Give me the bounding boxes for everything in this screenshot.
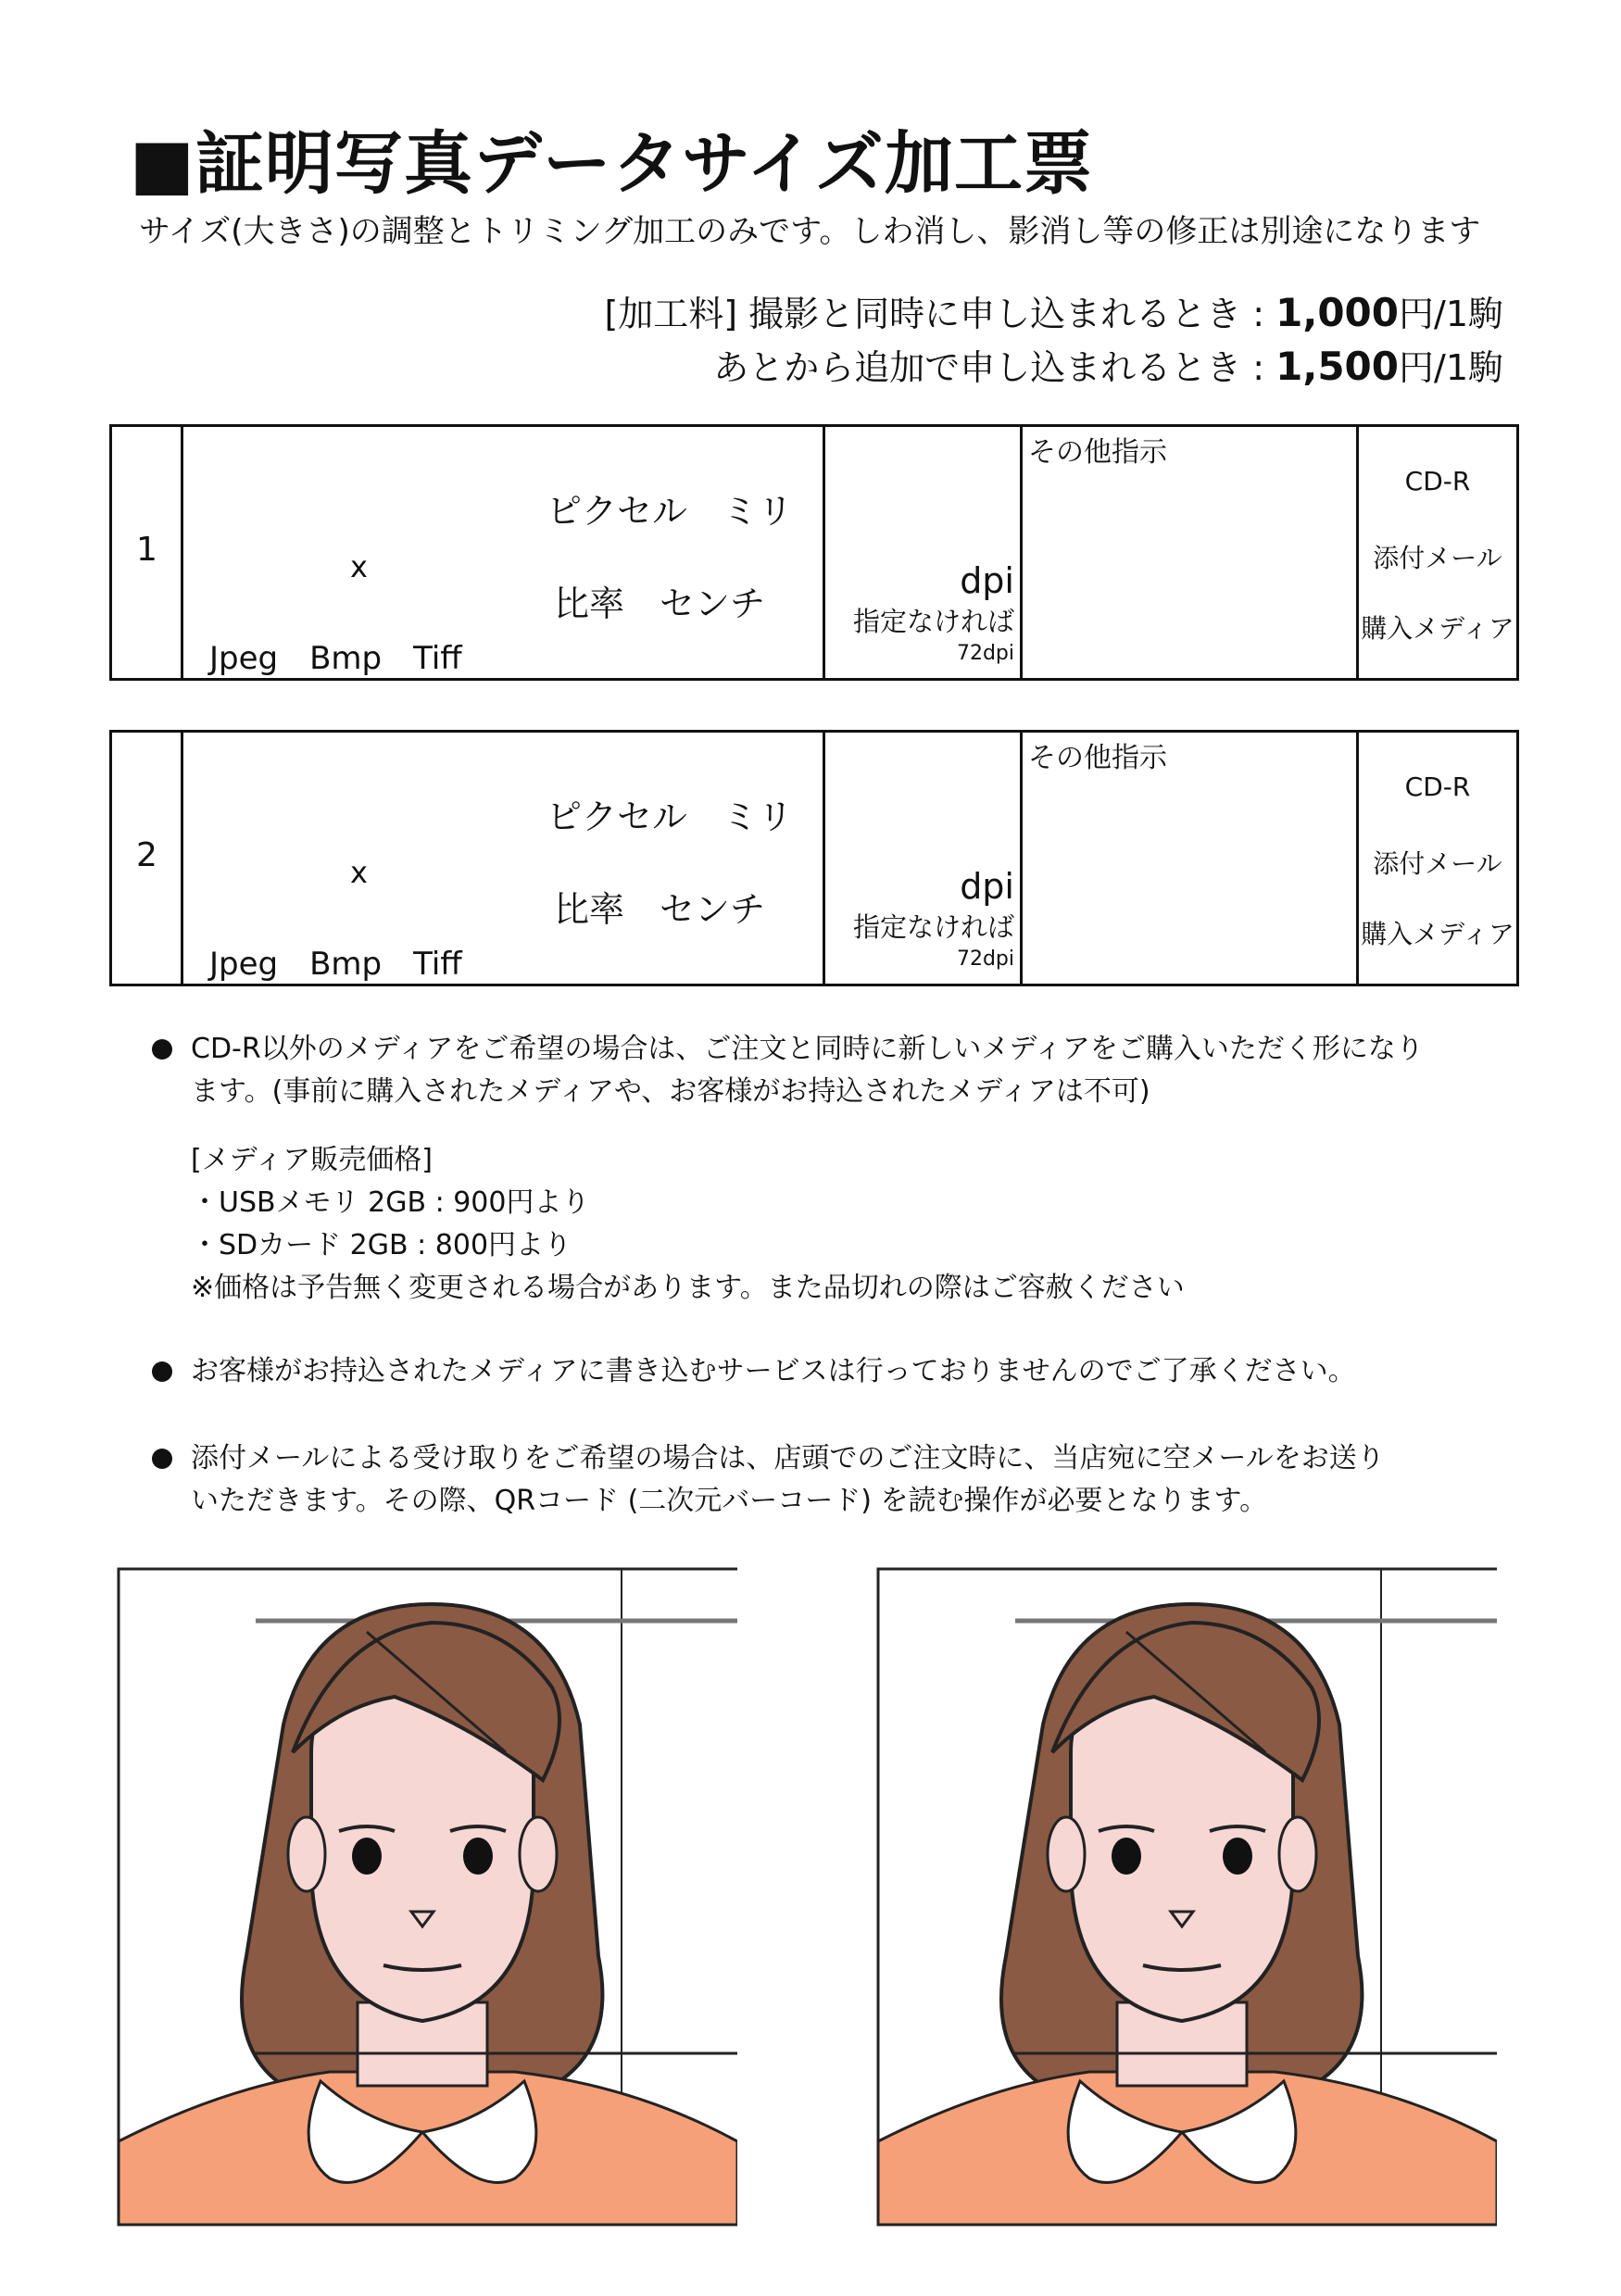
price-header: [メディア販売価格] bbox=[191, 1144, 434, 1176]
unit-pixel-mm[interactable]: ピクセル ミリ bbox=[547, 491, 794, 532]
other-instructions-label: その他指示 bbox=[1028, 742, 1167, 774]
note-mail bbox=[191, 1437, 1385, 1523]
fee-price: 1,500 bbox=[1275, 344, 1400, 389]
bullet-icon bbox=[152, 1361, 172, 1382]
media-option-cdr[interactable]: CD-R bbox=[1404, 466, 1471, 496]
other-instructions-cell[interactable] bbox=[1022, 426, 1358, 680]
form-number: 1 bbox=[136, 531, 157, 569]
price-usb: ・USBメモリ 2GB : 900円より bbox=[191, 1186, 590, 1219]
fee-price: 1,000 bbox=[1275, 290, 1400, 335]
unit-ratio-cm[interactable]: 比率 センチ bbox=[554, 583, 766, 624]
fee-unit: 円/1駒 bbox=[1399, 347, 1503, 388]
note-text: お客様がお持込されたメディアに書き込むサービスは行っておりませんのでご了承ください。 bbox=[191, 1355, 1356, 1387]
dpi-default: 72dpi bbox=[956, 947, 1014, 971]
form-number-cell bbox=[111, 732, 182, 985]
note-text: CD-R以外のメディアをご希望の場合は、ご注文と同時に新しいメディアをご購入いただく形になり bbox=[191, 1033, 1424, 1065]
dpi-note: 指定なければ bbox=[852, 911, 1014, 943]
size-x-separator: x bbox=[350, 549, 368, 584]
price-sd: ・SDカード 2GB : 800円より bbox=[191, 1229, 572, 1261]
size-cell[interactable] bbox=[182, 426, 824, 680]
portrait-example-right bbox=[876, 1567, 1497, 2227]
media-cell bbox=[1358, 426, 1518, 680]
other-instructions-label: その他指示 bbox=[1028, 436, 1167, 469]
dpi-cell[interactable] bbox=[824, 426, 1022, 680]
media-option-mail[interactable]: 添付メール bbox=[1373, 543, 1502, 573]
portrait-example-left bbox=[117, 1567, 737, 2227]
dpi-cell[interactable] bbox=[824, 732, 1022, 985]
price-note: ※価格は予告無く変更される場合があります。また品切れの際はご容赦ください bbox=[191, 1272, 1185, 1304]
note-text: 添付メールによる受け取りをご希望の場合は、店頭でのご注文時に、当店宛に空メールをお送り bbox=[191, 1442, 1385, 1474]
order-form-1 bbox=[109, 424, 1519, 681]
bullet-icon bbox=[152, 1449, 172, 1469]
note-text: いただきます。その際、QRコード (二次元バーコード) を読む操作が必要となります。 bbox=[191, 1485, 1268, 1517]
size-x-separator: x bbox=[350, 855, 368, 890]
dpi-note: 指定なければ bbox=[852, 606, 1014, 637]
form-number: 2 bbox=[136, 836, 157, 874]
dpi-label: dpi bbox=[960, 866, 1014, 907]
bullet-icon bbox=[152, 1039, 172, 1060]
media-option-purchase[interactable]: 購入メディア bbox=[1361, 613, 1514, 644]
page-subtitle: サイズ(大きさ)の調整とトリミング加工のみです。しわ消し、影消し等の修正は別途になります bbox=[139, 213, 1481, 250]
fee-unit: 円/1駒 bbox=[1399, 294, 1503, 334]
fee-label: あとから追加で申し込まれるとき : bbox=[713, 347, 1276, 388]
unit-pixel-mm[interactable]: ピクセル ミリ bbox=[547, 797, 794, 837]
portrait-illustration bbox=[119, 1569, 737, 2225]
unit-ratio-cm[interactable]: 比率 センチ bbox=[554, 889, 766, 930]
fee-line-later bbox=[713, 339, 1503, 390]
media-option-purchase[interactable]: 購入メディア bbox=[1361, 919, 1514, 949]
media-price-list bbox=[191, 1139, 1185, 1310]
dpi-default: 72dpi bbox=[956, 642, 1014, 665]
media-option-mail[interactable]: 添付メール bbox=[1373, 848, 1502, 879]
media-option-cdr[interactable]: CD-R bbox=[1404, 772, 1471, 802]
note-text: ます。(事前に購入されたメディアや、お客様がお持込されたメディアは不可) bbox=[191, 1075, 1150, 1108]
note-media bbox=[191, 1028, 1424, 1113]
portrait-illustration bbox=[878, 1569, 1497, 2225]
fee-line-same-time bbox=[604, 285, 1503, 336]
media-cell bbox=[1358, 732, 1518, 985]
order-form-2 bbox=[109, 730, 1519, 986]
form-number-cell bbox=[111, 426, 182, 680]
fee-label: [加工料] 撮影と同時に申し込まれるとき : bbox=[604, 294, 1276, 334]
dpi-label: dpi bbox=[960, 560, 1014, 601]
format-options[interactable]: Jpeg Bmp Tiff bbox=[209, 946, 462, 983]
note-write-service bbox=[191, 1350, 1356, 1393]
other-instructions-cell[interactable] bbox=[1022, 732, 1358, 985]
format-options[interactable]: Jpeg Bmp Tiff bbox=[209, 640, 462, 677]
size-cell[interactable] bbox=[182, 732, 824, 985]
page-title: ■証明写真データサイズ加工票 bbox=[130, 124, 1093, 204]
